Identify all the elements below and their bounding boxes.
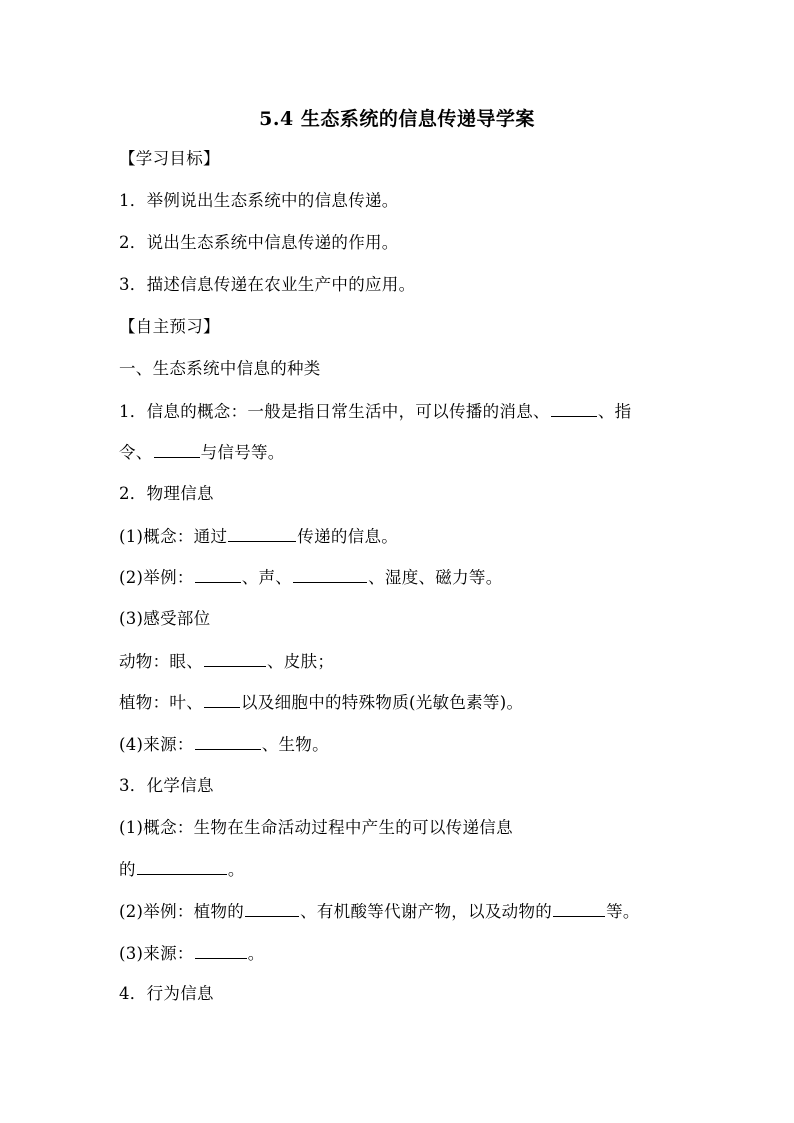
physical-def-text-a: (1)概念：通过 [119,527,228,546]
physical-ex-text-c: 、湿度、磁力等。 [368,568,503,587]
plant-text-a: 植物：叶、 [119,693,203,712]
physical-animal-receptors [119,650,334,673]
chemical-examples [119,900,640,923]
chemical-ex-text-c: 等。 [606,902,640,921]
chemical-definition-line-1: (1)概念：生物在生命活动过程中产生的可以传递信息 [119,818,513,837]
physical-ex-text-a: (2)举例： [119,568,194,587]
physical-definition [119,525,398,548]
plant-text-b: 以及细胞中的特殊物质(光敏色素等)。 [241,693,524,712]
chemical-definition-line-2 [119,858,245,881]
physical-src-text-a: (4)来源： [119,735,194,754]
physical-src-text-b: 、生物。 [261,735,329,754]
objective-item-2: 2．说出生态系统中信息传递的作用。 [119,233,399,252]
physical-source [119,733,329,756]
behavior-info-heading: 4．行为信息 [119,984,214,1003]
objective-item-3: 3．描述信息传递在农业生产中的应用。 [119,275,416,294]
objectives-heading: 【学习目标】 [119,149,220,168]
objective-item-1: 1．举例说出生态系统中的信息传递。 [119,191,399,210]
info-concept-line-2 [119,441,285,464]
fill-blank[interactable] [195,942,247,959]
preview-heading: 【自主预习】 [119,317,220,336]
physical-def-text-b: 传递的信息。 [297,527,399,546]
physical-ex-text-b: 、声、 [241,568,293,587]
chemical-ex-text-a: (2)举例：植物的 [119,902,245,921]
fill-blank[interactable] [553,900,605,917]
info-concept-line-1 [119,400,631,423]
fill-blank[interactable] [204,650,266,667]
chemical-src-text-a: (3)来源： [119,944,194,963]
chemical-def-text-b: 的 [119,860,136,879]
chemical-source [119,942,265,965]
fill-blank[interactable] [137,858,227,875]
chemical-ex-text-b: 、有机酸等代谢产物，以及动物的 [300,902,553,921]
fill-blank[interactable] [204,691,240,708]
animal-text-a: 动物：眼、 [119,652,203,671]
page-title: 5.4 生态系统的信息传递导学案 [259,108,535,130]
info-concept-text-d: 与信号等。 [200,443,285,462]
fill-blank[interactable] [293,566,367,583]
fill-blank[interactable] [195,566,241,583]
info-concept-text-c: 令、 [119,443,153,462]
chemical-def-text-c: 。 [227,860,245,879]
chemical-info-heading: 3．化学信息 [119,776,214,795]
fill-blank[interactable] [195,733,261,750]
fill-blank[interactable] [245,900,299,917]
animal-text-b: 、皮肤； [267,652,335,671]
fill-blank[interactable] [228,525,296,542]
section-1-heading: 一、生态系统中信息的种类 [119,359,321,378]
fill-blank[interactable] [154,441,200,458]
physical-receptors-heading: (3)感受部位 [119,609,211,628]
chemical-src-text-b: 。 [247,944,265,963]
info-concept-text-b: 、指 [597,402,632,421]
physical-info-heading: 2．物理信息 [119,484,214,503]
physical-plant-receptors [119,691,523,714]
physical-examples [119,566,503,589]
info-concept-text-a: 1．信息的概念：一般是指日常生活中，可以传播的消息、 [119,402,550,421]
fill-blank[interactable] [551,400,597,417]
